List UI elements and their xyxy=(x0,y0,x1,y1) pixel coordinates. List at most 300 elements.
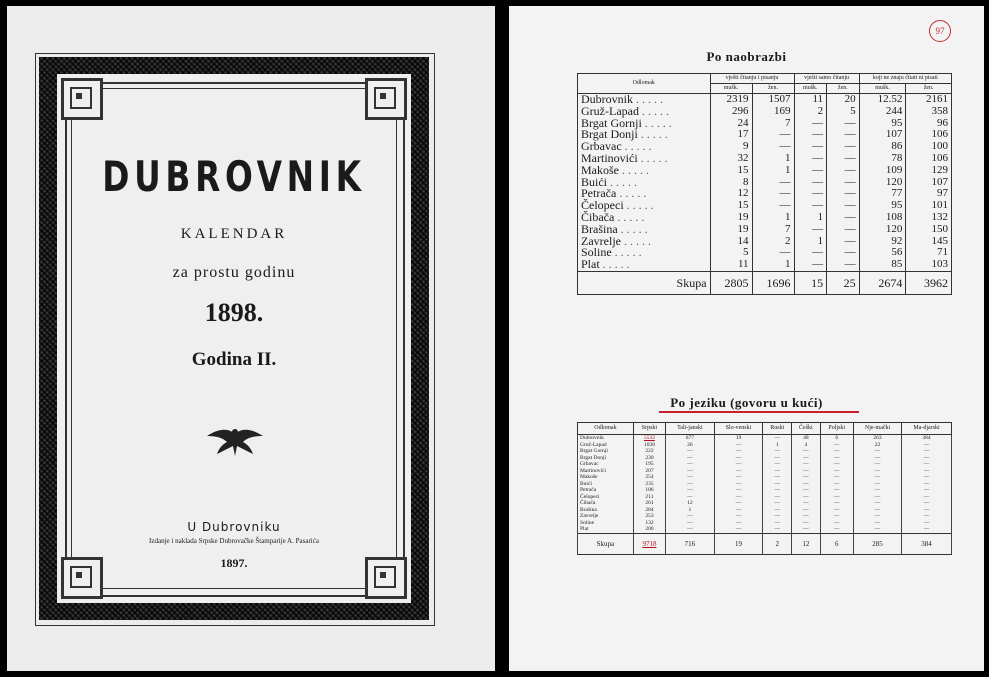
value-cell: — xyxy=(763,468,792,475)
value-cell: 14 xyxy=(710,236,752,248)
location-cell: Grbavac . . . xyxy=(578,141,711,153)
location-cell: Martinovići . . . xyxy=(578,153,711,165)
value-cell: — xyxy=(820,526,853,533)
location-cell: Dubrovnik . . . xyxy=(578,94,711,106)
value-cell: — xyxy=(666,481,715,488)
value-cell: 1507 xyxy=(752,94,794,106)
value-cell: — xyxy=(902,500,952,507)
value-cell: — xyxy=(763,507,792,514)
value-cell: — xyxy=(763,526,792,533)
value-cell: 107 xyxy=(859,129,906,141)
value-cell: — xyxy=(820,494,853,501)
value-cell: 56 xyxy=(859,247,906,259)
value-cell: — xyxy=(763,435,792,442)
value-cell: — xyxy=(820,520,853,527)
value-cell: 1038 xyxy=(633,442,665,449)
cover-issue: Godina II. xyxy=(191,349,277,370)
value-cell: — xyxy=(763,448,792,455)
table-row xyxy=(578,526,952,533)
total-label: Skupa xyxy=(578,533,634,554)
total-value: 1696 xyxy=(752,271,794,294)
value-cell: 254 xyxy=(633,474,665,481)
value-cell: 11 xyxy=(710,259,752,271)
value-cell: 101 xyxy=(906,200,952,212)
value-cell: 1 xyxy=(763,442,792,449)
value-cell: — xyxy=(827,141,860,153)
value-cell: — xyxy=(827,212,860,224)
value-cell: — xyxy=(714,520,763,527)
location-cell: Petrača xyxy=(578,487,634,494)
page-number: 97 xyxy=(929,20,951,42)
location-cell: Brgat Donji . . . xyxy=(578,129,711,141)
value-cell: — xyxy=(827,224,860,236)
value-cell: 77 xyxy=(859,188,906,200)
value-cell: 1 xyxy=(752,212,794,224)
value-cell: 22 xyxy=(853,442,901,449)
location-cell: Čibača xyxy=(578,500,634,507)
value-cell: — xyxy=(902,507,952,514)
total-value: 6 xyxy=(820,533,853,554)
value-cell: 195 xyxy=(633,461,665,468)
value-cell: — xyxy=(714,461,763,468)
value-cell: 358 xyxy=(906,106,952,118)
location-cell: Brgat Gornji xyxy=(578,448,634,455)
value-cell: — xyxy=(792,507,820,514)
value-cell: — xyxy=(853,448,901,455)
value-cell: — xyxy=(714,468,763,475)
value-cell: 20 xyxy=(827,94,860,106)
total-row xyxy=(578,271,952,294)
value-cell: — xyxy=(792,481,820,488)
value-cell: 12 xyxy=(666,500,715,507)
value-cell: 92 xyxy=(859,236,906,248)
value-cell: — xyxy=(827,247,860,259)
cover-subtitle-line2: za prostu godinu xyxy=(172,264,296,281)
value-cell: — xyxy=(792,526,820,533)
value-cell: 169 xyxy=(752,106,794,118)
total-value: 2674 xyxy=(859,271,906,294)
value-cell: — xyxy=(853,507,901,514)
location-cell: Martinovići xyxy=(578,468,634,475)
location-cell: Čelopeci . . . xyxy=(578,200,711,212)
column-header: Srpski xyxy=(633,423,665,435)
value-cell: 222 xyxy=(633,448,665,455)
value-cell: — xyxy=(853,481,901,488)
value-cell: — xyxy=(714,481,763,488)
value-cell: — xyxy=(792,468,820,475)
value-cell: — xyxy=(752,188,794,200)
header-read-only: vješti samo čitanju xyxy=(794,74,859,84)
value-cell: 120 xyxy=(859,177,906,189)
value-cell: — xyxy=(820,500,853,507)
value-cell: — xyxy=(666,520,715,527)
education-table-title: Po naobrazbi xyxy=(706,49,787,64)
value-cell: — xyxy=(827,153,860,165)
value-cell: — xyxy=(820,481,853,488)
value-cell: — xyxy=(902,513,952,520)
value-cell: — xyxy=(792,448,820,455)
location-cell: Buići . . . xyxy=(578,177,711,189)
cover-city: U Dubrovniku xyxy=(187,520,281,534)
value-cell: — xyxy=(763,520,792,527)
value-cell: — xyxy=(820,487,853,494)
column-header: Slo-venski xyxy=(714,423,763,435)
value-cell: — xyxy=(820,448,853,455)
value-cell: 7 xyxy=(752,224,794,236)
value-cell: — xyxy=(853,513,901,520)
value-cell: — xyxy=(853,526,901,533)
total-value: 384 xyxy=(902,533,952,554)
value-cell: 1 xyxy=(794,212,827,224)
cover-title: DUBROVNIK xyxy=(102,152,366,201)
total-value: 15 xyxy=(794,271,827,294)
value-cell: 17 xyxy=(710,129,752,141)
value-cell: 384 xyxy=(902,435,952,442)
cover-publication-year: 1897. xyxy=(220,556,248,570)
value-cell: — xyxy=(763,461,792,468)
value-cell: — xyxy=(794,141,827,153)
value-cell: — xyxy=(792,513,820,520)
value-cell: — xyxy=(827,236,860,248)
total-value: 716 xyxy=(666,533,715,554)
value-cell: 132 xyxy=(906,212,952,224)
value-cell: 2 xyxy=(752,236,794,248)
value-cell: — xyxy=(820,507,853,514)
value-cell: — xyxy=(763,487,792,494)
value-cell: 261 xyxy=(633,500,665,507)
table-row xyxy=(578,435,952,442)
location-cell: Čelopeci xyxy=(578,494,634,501)
value-cell: — xyxy=(902,481,952,488)
total-label: Skupa xyxy=(578,271,711,294)
value-cell: 6 xyxy=(820,435,853,442)
value-cell: — xyxy=(666,455,715,462)
value-cell: 2 xyxy=(794,106,827,118)
header-illiterate: koji ne znaju čitati ni pisati xyxy=(859,74,951,84)
value-cell: — xyxy=(752,247,794,259)
value-cell: 48 xyxy=(792,435,820,442)
value-cell: — xyxy=(827,118,860,130)
eagle-icon xyxy=(205,424,265,458)
value-cell: — xyxy=(820,468,853,475)
value-cell: 145 xyxy=(906,236,952,248)
value-cell: — xyxy=(820,513,853,520)
value-cell: — xyxy=(902,448,952,455)
value-cell: — xyxy=(763,481,792,488)
value-cell: 186 xyxy=(633,487,665,494)
value-cell: 106 xyxy=(906,129,952,141)
value-cell: — xyxy=(902,520,952,527)
education-table xyxy=(577,73,952,295)
location-cell: Gruž-Lapad xyxy=(578,442,634,449)
value-cell: 78 xyxy=(859,153,906,165)
value-cell: 71 xyxy=(906,247,952,259)
location-cell: Soline xyxy=(578,520,634,527)
value-cell: 263 xyxy=(853,435,901,442)
value-cell: — xyxy=(794,118,827,130)
value-cell: 96 xyxy=(906,118,952,130)
value-cell: — xyxy=(853,520,901,527)
value-cell: 211 xyxy=(633,494,665,501)
header-male: mušk. xyxy=(794,84,827,94)
value-cell: — xyxy=(827,188,860,200)
value-cell: — xyxy=(820,442,853,449)
value-cell: — xyxy=(752,200,794,212)
value-cell: 95 xyxy=(859,118,906,130)
location-cell: Brašina . . . xyxy=(578,224,711,236)
value-cell: 5532 xyxy=(633,435,665,442)
value-cell: 120 xyxy=(859,224,906,236)
location-cell: Gruž-Lapad . . . xyxy=(578,106,711,118)
value-cell: — xyxy=(827,129,860,141)
language-table xyxy=(577,422,952,555)
header-read-write: vješti čitanju i pisanju xyxy=(710,74,794,84)
value-cell: 2319 xyxy=(710,94,752,106)
value-cell: — xyxy=(902,526,952,533)
value-cell: — xyxy=(792,461,820,468)
value-cell: — xyxy=(714,474,763,481)
value-cell: 32 xyxy=(710,153,752,165)
cover-subtitle: KALENDAR xyxy=(180,226,288,242)
value-cell: — xyxy=(794,259,827,271)
value-cell: 107 xyxy=(906,177,952,189)
value-cell: — xyxy=(902,468,952,475)
value-cell: — xyxy=(792,500,820,507)
value-cell: 95 xyxy=(859,200,906,212)
total-value: 25 xyxy=(827,271,860,294)
value-cell: 1 xyxy=(752,153,794,165)
column-header: Nje-mački xyxy=(853,423,901,435)
value-cell: — xyxy=(853,500,901,507)
value-cell: — xyxy=(666,468,715,475)
header-female: žen. xyxy=(906,84,952,94)
header-female: žen. xyxy=(752,84,794,94)
value-cell: 85 xyxy=(859,259,906,271)
location-cell: Brgat Donji xyxy=(578,455,634,462)
value-cell: 284 xyxy=(633,507,665,514)
location-cell: Makoše . . . xyxy=(578,165,711,177)
value-cell: — xyxy=(763,494,792,501)
value-cell: — xyxy=(666,461,715,468)
value-cell: 108 xyxy=(859,212,906,224)
value-cell: — xyxy=(666,526,715,533)
value-cell: 5 xyxy=(710,247,752,259)
value-cell: — xyxy=(794,129,827,141)
value-cell: — xyxy=(794,247,827,259)
value-cell: — xyxy=(902,487,952,494)
value-cell: — xyxy=(794,177,827,189)
value-cell: 1 xyxy=(794,236,827,248)
column-header: Odlomak xyxy=(578,423,634,435)
location-cell: Plat xyxy=(578,526,634,533)
value-cell: — xyxy=(794,165,827,177)
value-cell: — xyxy=(666,448,715,455)
value-cell: — xyxy=(902,474,952,481)
location-cell: Soline . . . xyxy=(578,247,711,259)
column-header: Ma-djarski xyxy=(902,423,952,435)
value-cell: 230 xyxy=(633,455,665,462)
value-cell: — xyxy=(752,177,794,189)
value-cell: 15 xyxy=(710,165,752,177)
value-cell: 103 xyxy=(906,259,952,271)
value-cell: 19 xyxy=(710,212,752,224)
value-cell: 2161 xyxy=(906,94,952,106)
value-cell: — xyxy=(714,442,763,449)
value-cell: — xyxy=(763,513,792,520)
value-cell: — xyxy=(853,494,901,501)
value-cell: — xyxy=(714,487,763,494)
value-cell: 106 xyxy=(906,153,952,165)
value-cell: 253 xyxy=(633,513,665,520)
value-cell: — xyxy=(853,487,901,494)
value-cell: — xyxy=(714,526,763,533)
corner-ornament-icon xyxy=(365,78,407,120)
column-header: Češki xyxy=(792,423,820,435)
value-cell: — xyxy=(792,455,820,462)
value-cell: — xyxy=(820,461,853,468)
value-cell: — xyxy=(714,494,763,501)
total-value: 285 xyxy=(853,533,901,554)
location-cell: Brgat Gornji . . . xyxy=(578,118,711,130)
header-male: mušk. xyxy=(710,84,752,94)
value-cell: — xyxy=(794,200,827,212)
value-cell: — xyxy=(714,513,763,520)
header-male: mušk. xyxy=(859,84,906,94)
value-cell: — xyxy=(853,461,901,468)
value-cell: 9 xyxy=(710,141,752,153)
value-cell: 100 xyxy=(906,141,952,153)
location-cell: Dubrovnik xyxy=(578,435,634,442)
location-cell: Plat . . . xyxy=(578,259,711,271)
value-cell: — xyxy=(794,224,827,236)
value-cell: — xyxy=(794,188,827,200)
value-cell: 132 xyxy=(633,520,665,527)
value-cell: 26 xyxy=(666,442,715,449)
location-cell: Čibača . . . xyxy=(578,212,711,224)
value-cell: — xyxy=(763,500,792,507)
statistics-page xyxy=(509,6,984,671)
value-cell: 200 xyxy=(633,526,665,533)
value-cell: — xyxy=(666,494,715,501)
corner-ornament-icon xyxy=(61,78,103,120)
value-cell: — xyxy=(792,474,820,481)
total-value: 12 xyxy=(792,533,820,554)
language-table-title: Po jeziku (govoru u kući) xyxy=(670,395,823,410)
value-cell: — xyxy=(902,442,952,449)
value-cell: 15 xyxy=(710,200,752,212)
header-female: žen. xyxy=(827,84,860,94)
value-cell: — xyxy=(666,513,715,520)
location-cell: Zavrelje xyxy=(578,513,634,520)
value-cell: 5 xyxy=(827,106,860,118)
total-value: 2 xyxy=(763,533,792,554)
value-cell: 4 xyxy=(792,442,820,449)
value-cell: 244 xyxy=(859,106,906,118)
value-cell: — xyxy=(714,455,763,462)
location-cell: Petrača . . . xyxy=(578,188,711,200)
red-underline-mark xyxy=(659,411,859,413)
value-cell: 19 xyxy=(714,435,763,442)
cover-year: 1898. xyxy=(204,298,264,327)
value-cell: 8 xyxy=(710,177,752,189)
value-cell: — xyxy=(794,153,827,165)
value-cell: 207 xyxy=(633,468,665,475)
value-cell: — xyxy=(902,461,952,468)
cover-page xyxy=(7,6,495,671)
value-cell: — xyxy=(752,141,794,153)
value-cell: — xyxy=(666,474,715,481)
value-cell: 12 xyxy=(710,188,752,200)
value-cell: — xyxy=(902,494,952,501)
value-cell: 296 xyxy=(710,106,752,118)
value-cell: — xyxy=(714,507,763,514)
value-cell: 109 xyxy=(859,165,906,177)
value-cell: — xyxy=(853,455,901,462)
column-header: Tali-janski xyxy=(666,423,715,435)
value-cell: 1 xyxy=(666,507,715,514)
value-cell: 19 xyxy=(710,224,752,236)
location-cell: Grbavac xyxy=(578,461,634,468)
column-header: Poljski xyxy=(820,423,853,435)
value-cell: — xyxy=(714,448,763,455)
location-cell: Zavrelje . . . xyxy=(578,236,711,248)
value-cell: — xyxy=(792,494,820,501)
value-cell: — xyxy=(853,468,901,475)
value-cell: — xyxy=(827,200,860,212)
value-cell: — xyxy=(666,487,715,494)
total-value: 9718 xyxy=(633,533,665,554)
value-cell: — xyxy=(763,474,792,481)
value-cell: 86 xyxy=(859,141,906,153)
header-location: Odlomak xyxy=(578,74,711,94)
value-cell: — xyxy=(714,500,763,507)
value-cell: 7 xyxy=(752,118,794,130)
location-cell: Buići xyxy=(578,481,634,488)
location-cell: Brašina xyxy=(578,507,634,514)
value-cell: — xyxy=(792,520,820,527)
total-value: 3962 xyxy=(906,271,952,294)
value-cell: — xyxy=(763,455,792,462)
total-row xyxy=(578,533,952,554)
value-cell: — xyxy=(792,487,820,494)
value-cell: — xyxy=(853,474,901,481)
column-header: Ruski xyxy=(763,423,792,435)
value-cell: 1 xyxy=(752,165,794,177)
value-cell: 150 xyxy=(906,224,952,236)
value-cell: — xyxy=(752,129,794,141)
value-cell: — xyxy=(827,259,860,271)
value-cell: 235 xyxy=(633,481,665,488)
value-cell: 1 xyxy=(752,259,794,271)
value-cell: 12.52 xyxy=(859,94,906,106)
value-cell: 129 xyxy=(906,165,952,177)
value-cell: — xyxy=(902,455,952,462)
value-cell: 11 xyxy=(794,94,827,106)
value-cell: 97 xyxy=(906,188,952,200)
cover-panel xyxy=(57,74,411,603)
total-value: 19 xyxy=(714,533,763,554)
value-cell: — xyxy=(827,165,860,177)
value-cell: 677 xyxy=(666,435,715,442)
cover-publisher: Izdanje i naklada Srpske Dubrovačke Štamparije A. Pasarića xyxy=(149,537,319,545)
total-value: 2805 xyxy=(710,271,752,294)
value-cell: 24 xyxy=(710,118,752,130)
value-cell: — xyxy=(820,474,853,481)
table-row xyxy=(578,259,952,271)
value-cell: — xyxy=(827,177,860,189)
location-cell: Makoše xyxy=(578,474,634,481)
value-cell: — xyxy=(820,455,853,462)
